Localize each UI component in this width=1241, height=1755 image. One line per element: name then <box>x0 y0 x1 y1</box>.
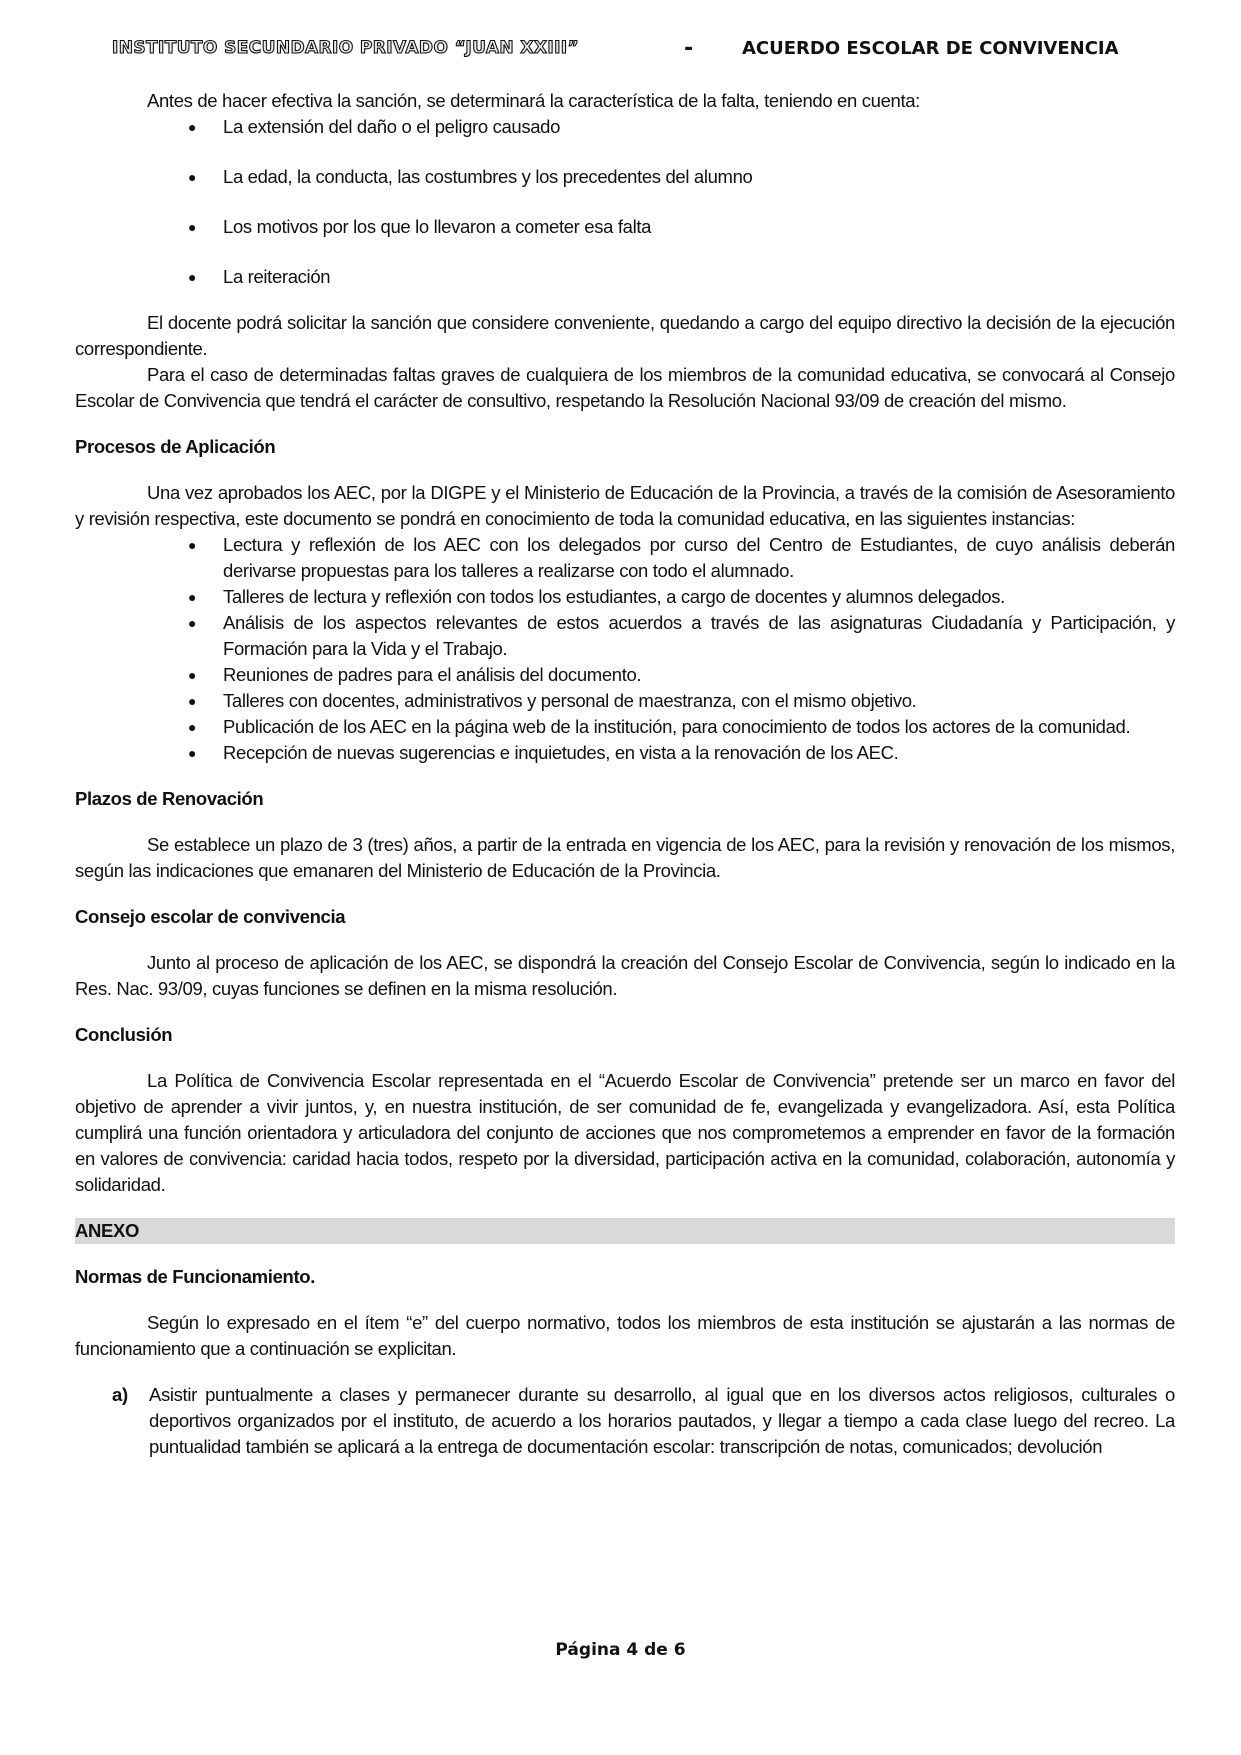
header-title: ACUERDO ESCOLAR DE CONVIVENCIA <box>742 38 1119 59</box>
section-body-plazos: Se establece un plazo de 3 (tres) años, a partir de la entrada en vigencia de los AEC, para la revisión y renovación de los mismos, según las indicaciones que emanaren del Ministerio de Educación de la Provincia. <box>75 834 1175 881</box>
page-header <box>112 38 1152 68</box>
section-body-procesos: Una vez aprobados los AEC, por la DIGPE y el Ministerio de Educación de la Provincia, a través de la comisión de Asesoramiento y revisión respectiva, este documento se pondrá en conocimiento de toda la comunidad educativa, en las siguientes instancias: <box>75 482 1175 529</box>
norm-item-label: a) <box>112 1384 128 1405</box>
section-body-conclusion: La Política de Convivencia Escolar representada en el “Acuerdo Escolar de Convivencia” pretende ser un marco en favor del objetivo de aprender a vivir juntos, y, en nuestra institución, de ser comunidad de fe, evangelizada y evangelizadora. Así, esta Política cumplirá una función orientadora y articuladora del conjunto de acciones que nos comprometemos a emprender en favor de la formación en valores de convivencia: caridad hacia todos, respeto por la diversidad, participación activa en la comunidad, colaboración, autonomía y solidaridad. <box>75 1070 1175 1195</box>
paragraph-faltas: Para el caso de determinadas faltas graves de cualquiera de los miembros de la comunidad educativa, se convocará al Consejo Escolar de Convivencia que tendrá el carácter de consultivo, respetando la Resolución Nacional 93/09 de creación del mismo. <box>75 364 1175 411</box>
bullet-icon: ● <box>188 589 197 605</box>
section-title-consejo: Consejo escolar de convivencia <box>75 906 346 927</box>
bullet-icon: ● <box>188 745 197 761</box>
header-institution: INSTITUTO SECUNDARIO PRIVADO “JUAN XXIII” <box>112 38 580 58</box>
list-item: ● Talleres con docentes, administrativos y personal de maestranza, con el mismo objetivo. <box>75 688 1175 714</box>
bullet-icon: ● <box>188 693 197 709</box>
list-item: ● Talleres de lectura y reflexión con todos los estudiantes, a cargo de docentes y alumnos delegados. <box>75 584 1175 610</box>
page-number: Página 4 de 6 <box>555 1640 686 1660</box>
list-item: ● Reuniones de padres para el análisis del documento. <box>75 662 1175 688</box>
list-item: ● Los motivos por los que lo llevaron a cometer esa falta <box>75 214 1175 240</box>
norm-item-a <box>75 1382 1175 1460</box>
bullet-icon: ● <box>188 667 197 683</box>
annex-subtitle: Normas de Funcionamiento. <box>75 1266 316 1287</box>
section-title-conclusion: Conclusión <box>75 1024 173 1045</box>
intro-paragraph: Antes de hacer efectiva la sanción, se determinará la característica de la falta, teniendo en cuenta: <box>147 90 920 111</box>
list-item: ● Recepción de nuevas sugerencias e inquietudes, en vista a la renovación de los AEC. <box>75 740 1175 766</box>
paragraph-docente: El docente podrá solicitar la sanción que considere conveniente, quedando a cargo del equipo directivo la decisión de la ejecución correspondiente. <box>75 312 1175 359</box>
annex-body: Según lo expresado en el ítem “e” del cuerpo normativo, todos los miembros de esta institución se ajustarán a las normas de funcionamiento que a continuación se explicitan. <box>75 1312 1175 1359</box>
list-item: ● La extensión del daño o el peligro causado <box>75 114 1175 140</box>
header-separator: - <box>684 36 694 61</box>
list-item: ● Lectura y reflexión de los AEC con los delegados por curso del Centro de Estudiantes, de cuyo análisis deberán derivarse propuestas para los talleres a realizarse con todo el alumnado. <box>188 534 1175 581</box>
list-item: ● Análisis de los aspectos relevantes de estos acuerdos a través de las asignaturas Ciudadanía y Participación, y Formación para la Vida y el Trabajo. <box>188 612 1175 659</box>
section-title-procesos: Procesos de Aplicación <box>75 436 276 457</box>
norm-item-text: Asistir puntualmente a clases y permanecer durante su desarrollo, al igual que en los diversos actos religiosos, culturales o deportivos organizados por el instituto, de acuerdo a los horarios pautados, y llegar a tiempo a cada clase luego del recreo. La puntualidad también se aplicará a la entrega de documentación escolar: transcripción de notas, comunicados; devolución <box>149 1384 1175 1457</box>
bullet-icon: ● <box>188 537 197 553</box>
document-body <box>75 88 1175 1460</box>
annex-title: ANEXO <box>75 1218 1175 1244</box>
bullet-icon: ● <box>188 615 197 631</box>
list-item: ● Publicación de los AEC en la página web de la institución, para conocimiento de todos los actores de la comunidad. <box>75 714 1175 740</box>
list-item: ● La reiteración <box>75 264 1175 290</box>
procesos-list <box>75 532 1175 766</box>
bullet-icon: ● <box>188 169 197 185</box>
section-body-consejo: Junto al proceso de aplicación de los AEC, se dispondrá la creación del Consejo Escolar de Convivencia, según lo indicado en la Res. Nac. 93/09, cuyas funciones se definen en la misma resolución. <box>75 952 1175 999</box>
bullet-icon: ● <box>188 719 197 735</box>
list-item: ● La edad, la conducta, las costumbres y los precedentes del alumno <box>75 164 1175 190</box>
bullet-icon: ● <box>188 119 197 135</box>
factors-list <box>75 114 1175 290</box>
bullet-icon: ● <box>188 269 197 285</box>
section-title-plazos: Plazos de Renovación <box>75 788 264 809</box>
bullet-icon: ● <box>188 219 197 235</box>
